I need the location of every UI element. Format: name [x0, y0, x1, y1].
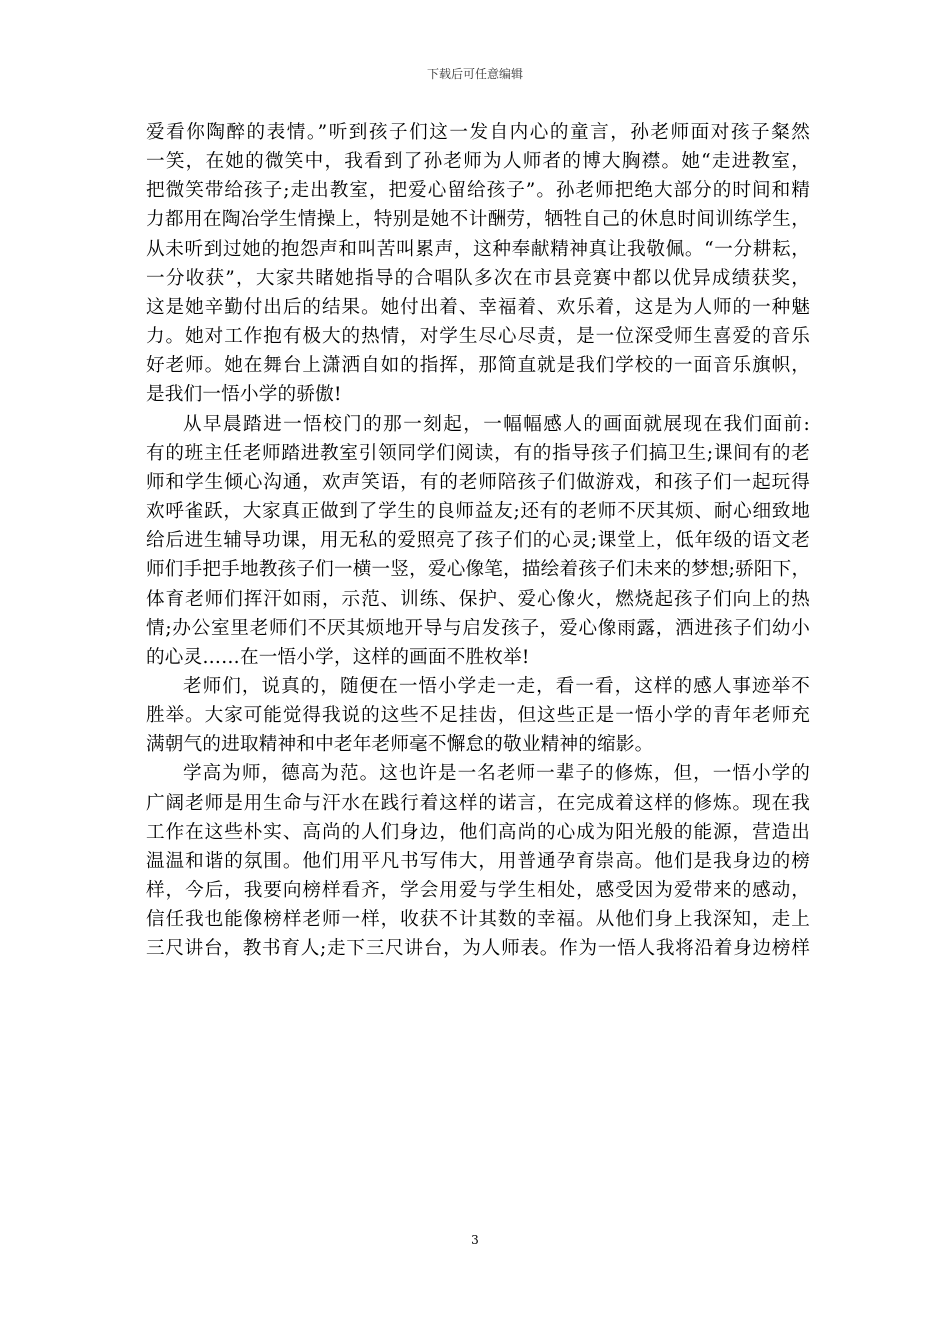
text-line: 一分收获”，大家共睹她指导的合唱队多次在市县竞赛中都以优异成绩获奖，: [146, 267, 810, 289]
text-line: 温温和谐的氛围。他们用平凡书写伟大，用普通孕育崇高。他们是我身边的榜: [146, 850, 810, 872]
text-line: 把微笑带给孩子;走出教室，把爱心留给孩子”。孙老师把绝大部分的时间和精: [146, 180, 810, 202]
text-line: 欢呼雀跃，大家真正做到了学生的良师益友;还有的老师不厌其烦、耐心细致地: [146, 501, 810, 523]
text-line: 一笑，在她的微笑中，我看到了孙老师为人师者的博大胸襟。她“走进教室，: [146, 151, 810, 173]
paragraph: [146, 410, 810, 672]
text-line: 老师们，说真的，随便在一悟小学走一走，看一看，这样的感人事迹举不: [183, 675, 810, 697]
text-line: 满朝气的进取精神和中老年老师毫不懈怠的敬业精神的缩影。: [146, 734, 654, 756]
text-line: 有的班主任老师踏进教室引领同学们阅读，有的指导孩子们搞卫生;课间有的老: [146, 442, 810, 464]
text-line: 爱看你陶醉的表情。”听到孩子们这一发自内心的童言，孙老师面对孩子粲然: [146, 122, 810, 143]
paragraph: [146, 672, 810, 759]
text-line: 师和学生倾心沟通，欢声笑语，有的老师陪孩子们做游戏，和孩子们一起玩得: [146, 471, 810, 493]
text-line: 胜举。大家可能觉得我说的这些不足挂齿，但这些正是一悟小学的青年老师充: [146, 705, 810, 727]
paragraph: [146, 118, 810, 410]
text-line: 力。她对工作抱有极大的热情，对学生尽心尽责，是一位深受师生喜爱的音乐: [146, 326, 810, 348]
text-line: 体育老师们挥汗如雨，示范、训练、保护、爱心像火，燃烧起孩子们向上的热: [146, 588, 810, 610]
text-line: 给后进生辅导功课，用无私的爱照亮了孩子们的心灵;课堂上，低年级的语文老: [146, 530, 810, 552]
text-line: 的心灵……在一悟小学，这样的画面不胜枚举!: [146, 646, 530, 668]
text-line: 是我们一悟小学的骄傲!: [146, 384, 342, 406]
page-header: 下载后可任意编辑: [426, 67, 523, 81]
text-line: 学高为师，德高为范。这也许是一名老师一辈子的修炼，但，一悟小学的: [183, 763, 810, 785]
text-line: 工作在这些朴实、高尚的人们身边，他们高尚的心成为阳光般的能源，营造出: [146, 821, 810, 843]
document-body: [146, 118, 810, 964]
text-line: 广阔老师是用生命与汗水在践行着这样的诺言，在完成着这样的修炼。现在我: [146, 792, 810, 814]
paragraph: [146, 759, 810, 963]
text-line: 力都用在陶冶学生情操上，特别是她不计酬劳，牺牲自己的休息时间训练学生，: [146, 209, 810, 231]
text-line: 好老师。她在舞台上潇洒自如的指挥，那简直就是我们学校的一面音乐旗帜，: [146, 355, 810, 377]
text-line: 师们手把手地教孩子们一横一竖，爱心像笔，描绘着孩子们未来的梦想;骄阳下，: [146, 559, 811, 581]
text-line: 样，今后，我要向榜样看齐，学会用爱与学生相处，感受因为爱带来的感动，: [146, 880, 810, 902]
text-line: 从未听到过她的抱怨声和叫苦叫累声，这种奉献精神真让我敬佩。“一分耕耘，: [146, 238, 810, 260]
text-line: 情;办公室里老师们不厌其烦地开导与启发孩子，爱心像雨露，洒进孩子们幼小: [146, 617, 810, 639]
text-line: 从早晨踏进一悟校门的那一刻起，一幅幅感人的画面就展现在我们面前:: [183, 413, 810, 435]
text-line: 三尺讲台，教书育人;走下三尺讲台，为人师表。作为一悟人我将沿着身边榜样: [146, 938, 810, 960]
page-number: 3: [471, 1233, 479, 1247]
text-line: 信任我也能像榜样老师一样，收获不计其数的幸福。从他们身上我深知，走上: [146, 909, 810, 931]
text-line: 这是她辛勤付出后的结果。她付出着、幸福着、欢乐着，这是为人师的一种魅: [146, 296, 810, 318]
